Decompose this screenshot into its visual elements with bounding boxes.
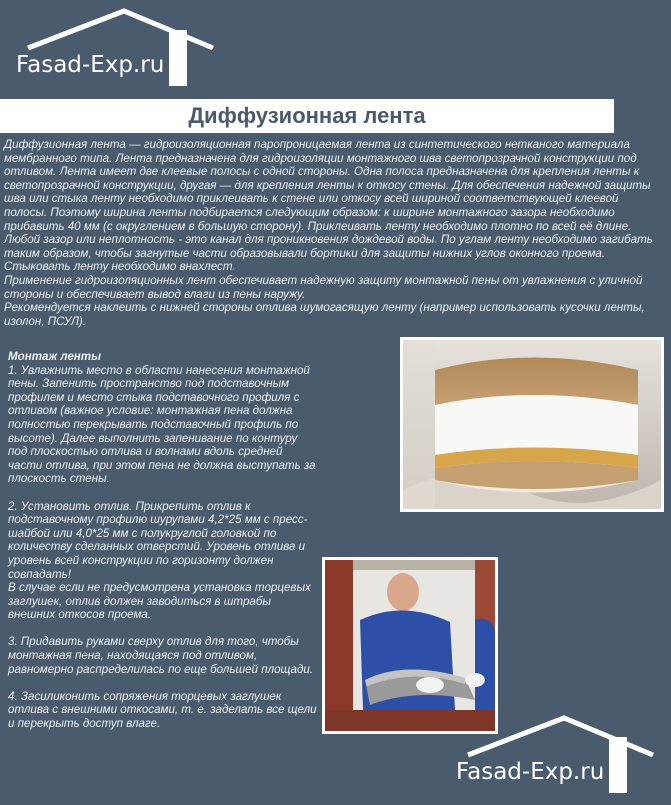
page-title-bar (0, 99, 614, 133)
step-2: 2. Установить отлив. Прикрепить отлив к подставочному профилю шурупами 4,2*25 мм с пресс-шайбой или 4,0*25 мм с полукруглой головкой по количеству сделанных отверстий. Уровень отлива и уровень всей конструкции по горизонту должен совпадать! (8, 499, 308, 581)
site-name: Fasad-Exp.ru (16, 52, 165, 78)
tape-roll-image (403, 340, 661, 509)
page-title: Диффузионная лента (188, 103, 426, 128)
tape-roll-photo (400, 337, 664, 512)
step-3: 3. Придавить руками сверху отлив для того, чтобы монтажная пена, находящаяся под отливом, равномерно распределилась по еще большей площади. (8, 635, 314, 676)
installation-steps (8, 350, 318, 744)
intro-paragraph-2: Применение гидроизоляционных лент обеспечивает надежную защиту монтажной пены от увлажнения с уличной стороны и обеспечивает вывод влаги из пены наружу. (4, 273, 643, 301)
site-logo-top[interactable] (8, 8, 223, 88)
step-4: 4. Засиликонить сопряжения торцевых заглушек отлива с внешними откосами, т. е. заделать все щели и перекрыть доступ влаге. (8, 689, 317, 731)
intro-text (4, 138, 664, 328)
step-1: 1. Увлажнить место в области нанесения монтажной пены. Запенить пространство под подставочным профилем и место стыка подставочного профиля с отливом (важное условие: монтажная пена должна полностью перекрывать подставочный профиль по высоте). Далее выполнить запенивание по контуру под плоскостью отлива и волнами вдоль средней части отлива, при этом пена не должна выступать за плоскость стены. (8, 363, 316, 486)
steps-heading: Монтаж ленты (8, 350, 101, 363)
worker-photo (322, 557, 498, 734)
intro-paragraph-1: Диффузионная лента — гидроизоляционная паропроницаемая лента из синтетического нетканого материала мембранного типа. Лента предназначена для гидроизоляции монтажного шва светопрозрачной конструкции под отливом. Лента имеет две клеевые полосы с одной стороны. Одна полоса предназначена для крепления ленты к светопрозрачной конструкции, другая — для крепления ленты к откосу стены. Для обеспечения надежной защиты шва или стыка ленту необходимо приклеивать к стене или откосу всей шириной соответствующей клеевой полосы. Поэтому ширина ленты подбирается следующим образом: к ширине монтажного зазора необходимо прибавить 40 мм (с округлением в большую сторону). Приклеивать ленту необходимо плотно по всей её длине. Любой зазор или неплотность - это канал для проникновения дождевой воды. По углам ленту необходимо загибать таким образом, чтобы загнутые части образовывали бортики для защиты нижних углов оконного проема. Стыковать ленту необходимо внахлест. (4, 138, 653, 274)
site-name: Fasad-Exp.ru (456, 759, 605, 785)
intro-paragraph-3: Рекомендуется наклеить с нижней стороны отлива шумогасящую ленту (например использовать кусочки ленты, изолон, ПСУЛ). (4, 301, 645, 328)
site-logo-bottom[interactable] (448, 715, 663, 795)
worker-installing-sill-image (325, 560, 495, 731)
step-2-note: В случае если не предусмотрена установка торцевых заглушек, отлив должен заводиться в штрабы внешних откосов проема. (8, 581, 311, 622)
